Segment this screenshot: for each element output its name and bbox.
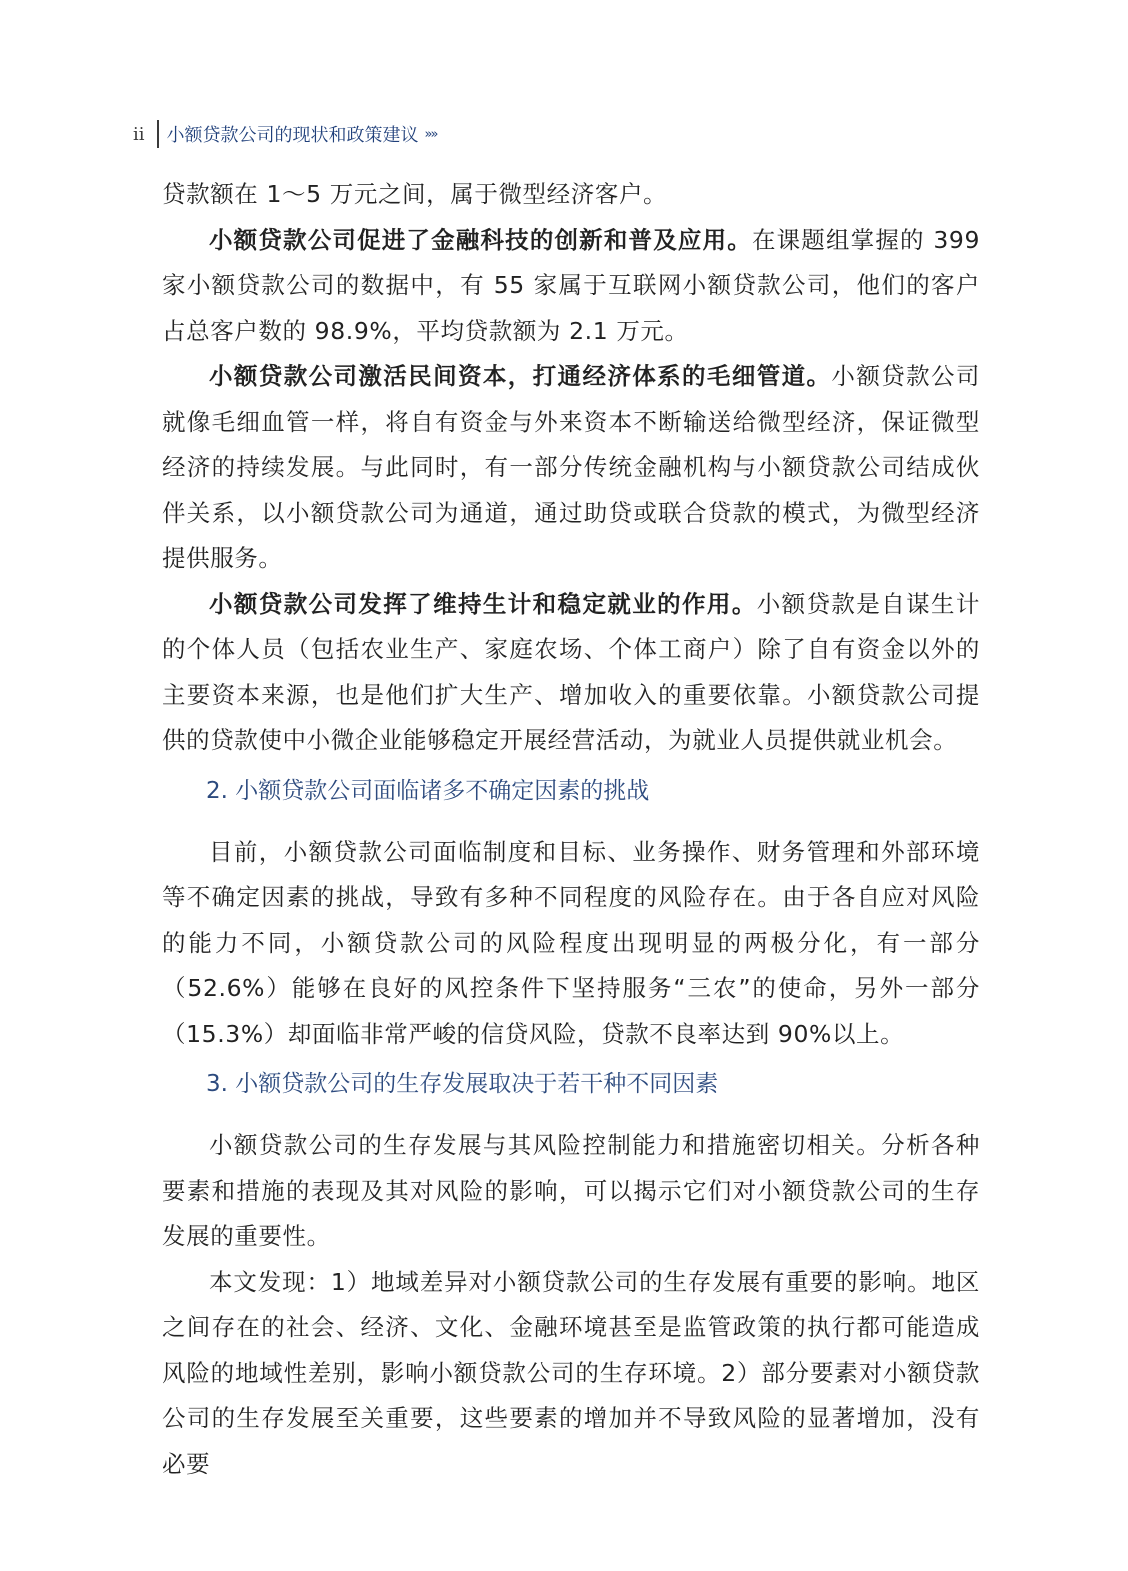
- paragraph-livelihood: [162, 582, 980, 764]
- section-heading-2: 2. 小额贷款公司面临诸多不确定因素的挑战: [206, 777, 650, 804]
- paragraph-findings: 本文发现：1）地域差异对小额贷款公司的生存发展有重要的影响。地区之间存在的社会、经济、文化、金融环境甚至是监管政策的执行都可能造成风险的地域性差别，影响小额贷款公司的生存环境。2）部分要素对小额贷款公司的生存发展至关重要，这些要素的增加并不导致风险的显著增加，没有必要: [162, 1267, 980, 1478]
- paragraph-lead: 小额贷款公司激活民间资本，打通经济体系的毛细管道。: [209, 362, 832, 390]
- chevron-right-icon: »»: [424, 126, 437, 142]
- paragraph-private-capital: [162, 354, 980, 582]
- paragraph-text: 小额贷款公司就像毛细血管一样，将自有资金与外来资本不断输送给微型经济，保证微型经济的持续发展。与此同时，有一部分传统金融机构与小额贷款公司结成伙伴关系，以小额贷款公司为通道，通过助贷或联合贷款的模式，为微型经济提供服务。: [162, 362, 981, 572]
- paragraph-text: 在课题组掌握的 399 家小额贷款公司的数据中，有 55 家属于互联网小额贷款公司，他们的客户占总客户数的 98.9%，平均贷款额为 2.1 万元。: [162, 225, 980, 345]
- running-header: [133, 120, 436, 148]
- section-heading-3: 3. 小额贷款公司的生存发展取决于若干种不同因素: [206, 1071, 719, 1097]
- paragraph-survival: 小额贷款公司的生存发展与其风险控制能力和措施密切相关。分析各种要素和措施的表现及其对风险的影响，可以揭示它们对小额贷款公司的生存发展的重要性。: [162, 1131, 980, 1250]
- page-number: ii: [133, 123, 145, 145]
- paragraph-continued: 贷款额在 1～5 万元之间，属于微型经济客户。: [162, 180, 668, 208]
- paragraph-lead: 小额贷款公司发挥了维持生计和稳定就业的作用。: [209, 589, 757, 618]
- paragraph-challenges: 目前，小额贷款公司面临制度和目标、业务操作、财务管理和外部环境等不确定因素的挑战，导致有多种不同程度的风险存在。由于各自应对风险的能力不同，小额贷款公司的风险程度出现明显的两极分化，有一部分（52.6%）能够在良好的风控条件下坚持服务“三农”的使命，另外一部分（15.3%）却面临非常严峻的信贷风险，贷款不良率达到 90%以上。: [162, 837, 980, 1048]
- header-divider: [157, 120, 159, 148]
- paragraph-fintech: [162, 218, 980, 355]
- page-body: [162, 172, 980, 1487]
- paragraph-lead: 小额贷款公司促进了金融科技的创新和普及应用。: [209, 225, 752, 254]
- running-title: 小额贷款公司的现状和政策建议: [166, 125, 419, 146]
- paragraph-text: 小额贷款是自谋生计的个体人员（包括农业生产、家庭农场、个体工商户）除了自有资金以外的主要资本来源，也是他们扩大生产、增加收入的重要依靠。小额贷款公司提供的贷款使中小微企业能够稳定开展经营活动，为就业人员提供就业机会。: [162, 589, 980, 754]
